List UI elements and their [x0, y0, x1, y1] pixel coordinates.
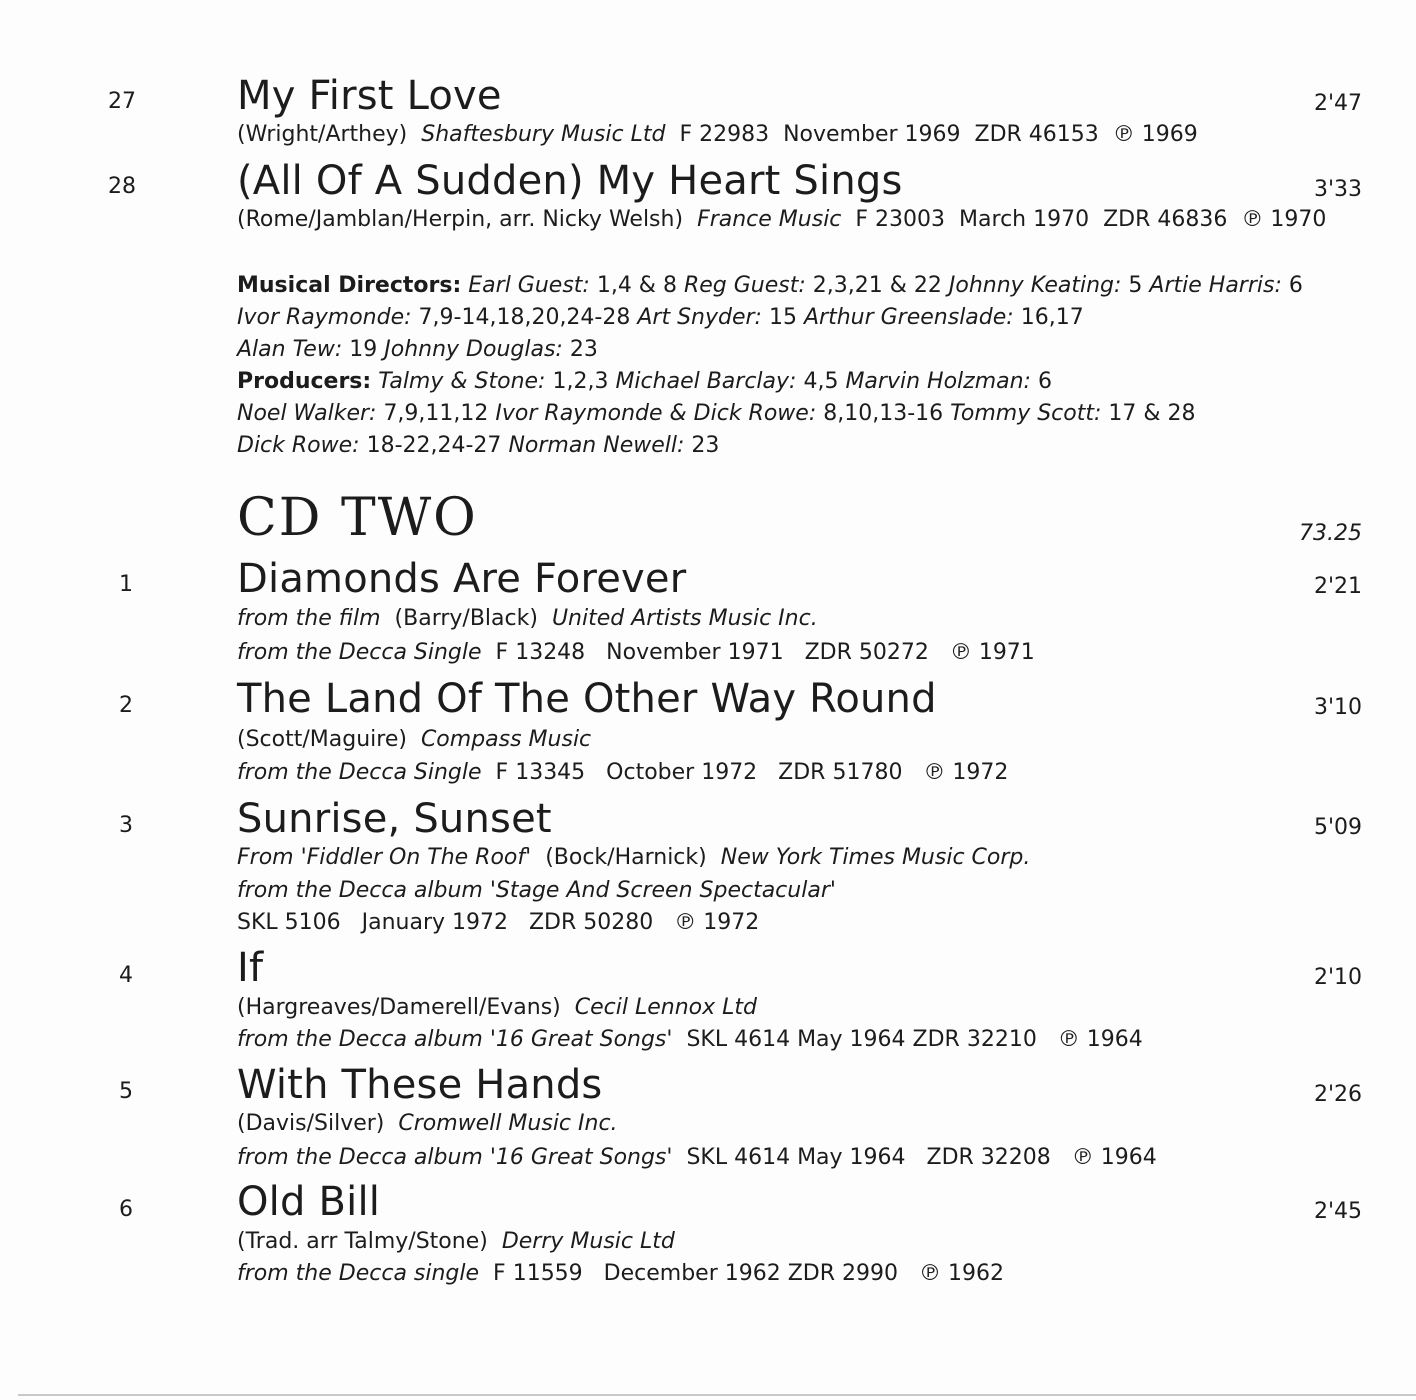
credits-line	[237, 334, 1303, 366]
release-details	[237, 910, 759, 936]
release-details	[237, 1027, 1143, 1053]
zdr-number: ZDR 46836	[1103, 207, 1228, 232]
source-note: From 'Fiddler On The Roof'	[237, 845, 532, 870]
cd-heading: CD TWO	[237, 488, 478, 548]
publisher: Derry Music Ltd	[501, 1229, 675, 1254]
writers: (Bock/Harnick)	[545, 845, 707, 870]
copyright: ℗ 1969	[1112, 122, 1198, 147]
track-title: Sunrise, Sunset	[237, 796, 552, 842]
release-source: from the Decca Single	[237, 760, 482, 785]
publisher: New York Times Music Corp.	[720, 845, 1031, 870]
publisher: Shaftesbury Music Ltd	[421, 122, 666, 147]
track-number: 3	[119, 813, 133, 838]
credit-tracks: 7,9-14,18,20,24-28	[418, 305, 631, 330]
credit-name: Talmy & Stone:	[378, 369, 546, 394]
release-details	[237, 640, 1035, 666]
track-number: 1	[119, 572, 133, 597]
track-details	[237, 845, 1030, 871]
catalogue: F 23003	[855, 207, 946, 232]
producers-label: Producers:	[237, 369, 372, 394]
writers: (Davis/Silver)	[237, 1111, 385, 1136]
track-title: The Land Of The Other Way Round	[237, 676, 937, 722]
writers: (Hargreaves/Damerell/Evans)	[237, 995, 561, 1020]
track-details	[237, 1111, 618, 1137]
credit-name: Marvin Holzman:	[845, 369, 1031, 394]
catalogue: F 22983	[679, 122, 770, 147]
release-source: from the Decca Single	[237, 640, 482, 665]
release-info: F 13248 November 1971 ZDR 50272 ℗ 1971	[495, 640, 1035, 665]
credit-name: Johnny Keating:	[948, 273, 1122, 298]
track-time: 2'10	[1313, 965, 1362, 990]
credit-name: Alan Tew:	[237, 337, 343, 362]
credits-line	[237, 302, 1303, 334]
musical-directors-label: Musical Directors:	[237, 273, 462, 298]
writers: (Rome/Jamblan/Herpin, arr. Nicky Welsh)	[237, 207, 684, 232]
release-date: March 1970	[959, 207, 1090, 232]
track-number: 5	[119, 1079, 133, 1104]
credit-tracks: 2,3,21 & 22	[812, 273, 942, 298]
release-source: from the Decca album 'Stage And Screen Spectacular'	[237, 878, 836, 903]
credit-name: Dick Rowe:	[237, 433, 360, 458]
track-number: 4	[119, 963, 133, 988]
credit-name: Reg Guest:	[683, 273, 806, 298]
credits-line	[237, 366, 1303, 398]
credit-name: Johnny Douglas:	[384, 337, 563, 362]
credit-tracks: 1,4 & 8	[596, 273, 677, 298]
track-time: 5'09	[1313, 815, 1362, 840]
credit-tracks: 15	[768, 305, 797, 330]
release-date: November 1969	[783, 122, 961, 147]
credits-line	[237, 270, 1303, 302]
release-info: F 13345 October 1972 ZDR 51780 ℗ 1972	[495, 760, 1009, 785]
credit-tracks: 23	[691, 433, 720, 458]
track-details	[237, 207, 1326, 233]
track-details	[237, 122, 1198, 148]
release-source-line	[237, 878, 836, 904]
track-title: My First Love	[237, 73, 502, 119]
credit-name: Arthur Greenslade:	[803, 305, 1014, 330]
track-details	[237, 995, 757, 1021]
publisher: United Artists Music Inc.	[551, 606, 818, 631]
release-details	[237, 760, 1008, 786]
track-number: 28	[108, 174, 136, 199]
credit-tracks: 18-22,24-27	[366, 433, 502, 458]
track-title: Old Bill	[237, 1179, 381, 1225]
track-time: 2'26	[1313, 1082, 1362, 1107]
track-time: 3'33	[1313, 177, 1362, 202]
credit-tracks: 7,9,11,12	[383, 401, 489, 426]
credit-tracks: 1,2,3	[552, 369, 609, 394]
credit-tracks: 6	[1037, 369, 1052, 394]
credit-tracks: 4,5	[803, 369, 839, 394]
writers: (Trad. arr Talmy/Stone)	[237, 1229, 488, 1254]
credit-name: Noel Walker:	[237, 401, 377, 426]
release-info: SKL 5106 January 1972 ZDR 50280 ℗ 1972	[237, 910, 760, 935]
publisher: Cecil Lennox Ltd	[574, 995, 757, 1020]
credits-line	[237, 430, 1303, 462]
writers: (Wright/Arthey)	[237, 122, 408, 147]
credit-tracks: 17 & 28	[1108, 401, 1196, 426]
track-number: 2	[119, 693, 133, 718]
credit-name: Art Snyder:	[637, 305, 762, 330]
cd-total-time: 73.25	[1299, 521, 1362, 546]
publisher: France Music	[697, 207, 842, 232]
release-source: from the Decca album '16 Great Songs'	[237, 1027, 673, 1052]
credit-name: Earl Guest:	[468, 273, 590, 298]
release-details	[237, 1145, 1157, 1171]
publisher: Compass Music	[420, 727, 592, 752]
credits-block	[237, 270, 1303, 462]
release-info: F 11559 December 1962 ZDR 2990 ℗ 1962	[493, 1261, 1004, 1286]
track-details	[237, 727, 591, 753]
track-title: (All Of A Sudden) My Heart Sings	[237, 158, 903, 204]
release-source: from the Decca album '16 Great Songs'	[237, 1145, 673, 1170]
credit-tracks: 6	[1288, 273, 1303, 298]
track-number: 27	[108, 89, 136, 114]
track-details	[237, 1229, 675, 1255]
track-time: 2'21	[1313, 574, 1362, 599]
credit-tracks: 23	[569, 337, 598, 362]
release-source: from the Decca single	[237, 1261, 480, 1286]
track-time: 2'47	[1313, 91, 1362, 116]
track-number: 6	[119, 1197, 133, 1222]
bottom-divider	[18, 1394, 1416, 1396]
release-details	[237, 1261, 1004, 1287]
track-details	[237, 606, 818, 632]
track-title: With These Hands	[237, 1062, 603, 1108]
credit-tracks: 16,17	[1020, 305, 1084, 330]
copyright: ℗ 1970	[1241, 207, 1327, 232]
credit-name: Norman Newell:	[508, 433, 685, 458]
track-title: If	[237, 945, 264, 991]
writers: (Barry/Black)	[394, 606, 538, 631]
track-time: 3'10	[1313, 695, 1362, 720]
track-time: 2'45	[1313, 1199, 1362, 1224]
source-note: from the film	[237, 606, 381, 631]
credit-name: Ivor Raymonde & Dick Rowe:	[495, 401, 817, 426]
credit-tracks: 8,10,13-16	[823, 401, 944, 426]
credits-line	[237, 398, 1303, 430]
credit-tracks: 5	[1128, 273, 1143, 298]
credit-name: Artie Harris:	[1149, 273, 1282, 298]
credit-name: Ivor Raymonde:	[237, 305, 412, 330]
credit-name: Tommy Scott:	[950, 401, 1102, 426]
release-info: SKL 4614 May 1964 ZDR 32210 ℗ 1964	[686, 1027, 1143, 1052]
publisher: Cromwell Music Inc.	[398, 1111, 618, 1136]
credit-tracks: 19	[349, 337, 378, 362]
zdr-number: ZDR 46153	[974, 122, 1099, 147]
writers: (Scott/Maguire)	[237, 727, 407, 752]
credit-name: Michael Barclay:	[615, 369, 797, 394]
release-info: SKL 4614 May 1964 ZDR 32208 ℗ 1964	[686, 1145, 1157, 1170]
track-title: Diamonds Are Forever	[237, 556, 687, 602]
